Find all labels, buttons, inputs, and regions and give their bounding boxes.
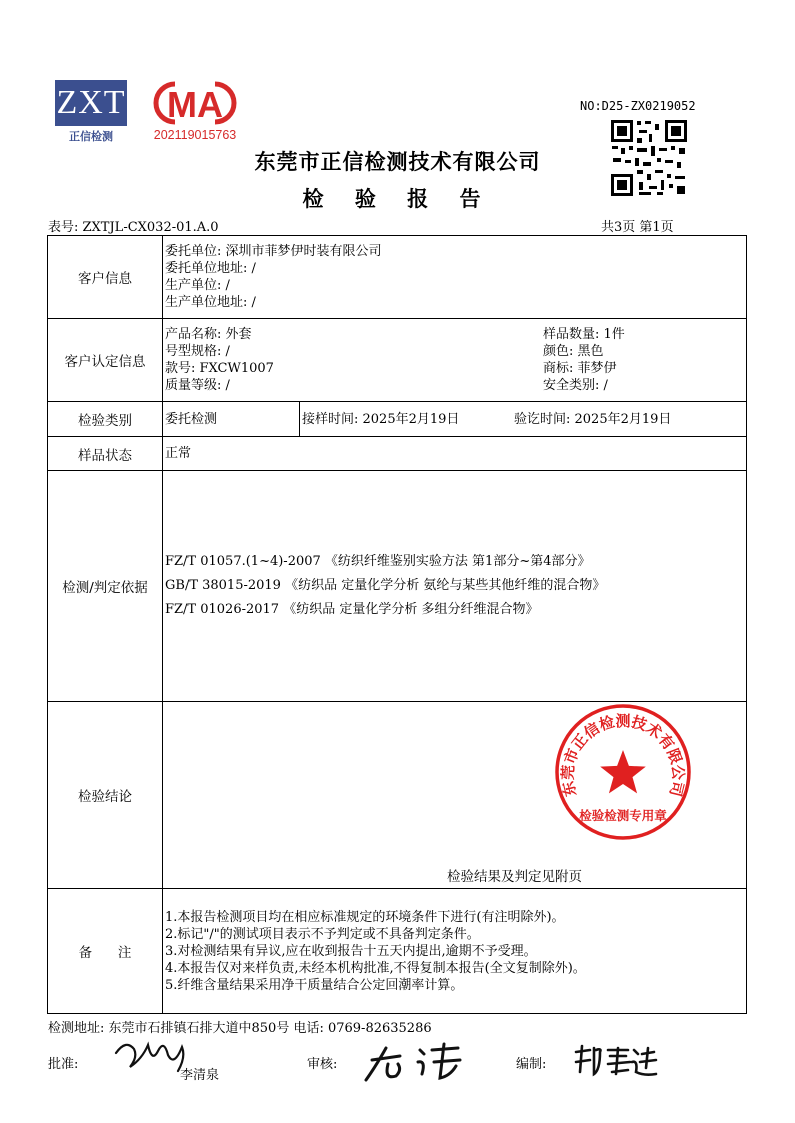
client-line: 生产单位: / <box>165 278 230 293</box>
sample-state-value: 正常 <box>165 446 192 461</box>
seal-bottom-text: 检验检测专用章 <box>579 808 667 823</box>
report-table <box>47 235 747 1014</box>
product-line: 产品名称: 外套 <box>165 327 252 342</box>
svg-text:李清泉: 李清泉 <box>114 1075 117 1076</box>
product-line: 款号: FXCW1007 <box>165 361 274 376</box>
product-line: 号型规格: / <box>165 344 230 359</box>
product-line: 颜色: 黑色 <box>543 344 604 359</box>
basis-line: FZ/T 01026-2017 《纺织品 定量化学分析 多组分纤维混合物》 <box>165 602 539 617</box>
client-info-cell <box>163 236 747 319</box>
inspection-type-value: 委托检测 <box>165 411 218 427</box>
remarks-label: 备 注 <box>48 889 163 1014</box>
basis-line: FZ/T 01057.(1~4)-2007 《纺织纤维鉴别实验方法 第1部分~第4部分》 <box>165 554 591 569</box>
product-line: 商标: 菲梦伊 <box>543 361 617 376</box>
completed-date: 验讫时间: 2025年2月19日 <box>514 411 672 427</box>
remarks-row <box>48 889 747 1014</box>
remark-line: 4.本报告仅对来样负责,未经本机构批准,不得复制本报告(全文复制除外)。 <box>165 960 586 976</box>
conclusion-label: 检验结论 <box>48 702 163 889</box>
cma-logo <box>145 80 245 144</box>
report-title: 检 验 报 告 <box>302 187 493 211</box>
cma-mark-text: MA <box>167 84 223 125</box>
product-info-label: 客户认定信息 <box>48 319 163 402</box>
remark-line: 2.标记"/"的测试项目表示不予判定或不具备判定条件。 <box>165 926 480 942</box>
client-info-label: 客户信息 <box>48 236 163 319</box>
compile-label: 编制: <box>516 1057 547 1072</box>
product-line: 样品数量: 1件 <box>543 327 625 342</box>
report-number: NO:D25-ZX0219052 <box>580 99 696 113</box>
client-line: 委托单位地址: / <box>165 261 256 276</box>
official-seal-icon <box>553 702 693 842</box>
product-line: 安全类别: / <box>543 378 608 393</box>
client-info-row <box>48 236 747 319</box>
client-line: 生产单位地址: / <box>165 295 256 310</box>
product-info-row <box>48 319 747 402</box>
cma-mark-icon <box>145 80 245 126</box>
seal-ring-text: 东莞市正信检测技术有限公司 <box>558 712 688 799</box>
product-info-cell <box>163 319 747 402</box>
company-name: 东莞市正信检测技术有限公司 <box>254 150 541 174</box>
client-line: 委托单位: 深圳市菲梦伊时装有限公司 <box>165 244 382 259</box>
remark-line: 3.对检测结果有异议,应在收到报告十五天内提出,逾期不予受理。 <box>165 943 537 959</box>
cma-number: 202119015763 <box>153 128 237 142</box>
basis-label: 检测/判定依据 <box>48 471 163 702</box>
review-label: 审核: <box>307 1057 338 1072</box>
sample-state-row <box>48 437 747 471</box>
page-count: 共3页 第1页 <box>601 220 674 235</box>
remark-line: 5.纤维含量结果采用净干质量结合公定回潮率计算。 <box>165 977 464 993</box>
approve-label: 批准: <box>48 1057 79 1072</box>
remark-line: 1.本报告检测项目均在相应标准规定的环境条件下进行(有注明除外)。 <box>165 909 565 925</box>
review-signature-icon <box>360 1040 470 1088</box>
received-date: 接样时间: 2025年2月19日 <box>302 411 460 427</box>
zxt-logo-text: ZXT <box>55 80 127 126</box>
conclusion-value: 检验结果及判定见附页 <box>447 869 582 885</box>
inspection-type-row <box>48 402 747 437</box>
basis-line: GB/T 38015-2019 《纺织品 定量化学分析 氨纶与某些其他纤维的混合物》 <box>165 578 606 593</box>
inspection-type-label: 检验类别 <box>48 402 163 437</box>
basis-row <box>48 471 747 702</box>
approver-name: 李清泉 <box>180 1068 220 1083</box>
form-number: 表号: ZXTJL-CX032-01.A.0 <box>48 220 219 235</box>
compile-signature-icon <box>572 1042 658 1082</box>
product-line: 质量等级: / <box>165 378 230 393</box>
zxt-logo-subtitle: 正信检测 <box>69 130 113 143</box>
zxt-logo <box>55 80 127 144</box>
sample-state-label: 样品状态 <box>48 437 163 471</box>
test-address: 检测地址: 东莞市石排镇石排大道中850号 电话: 0769-82635286 <box>48 1021 432 1036</box>
